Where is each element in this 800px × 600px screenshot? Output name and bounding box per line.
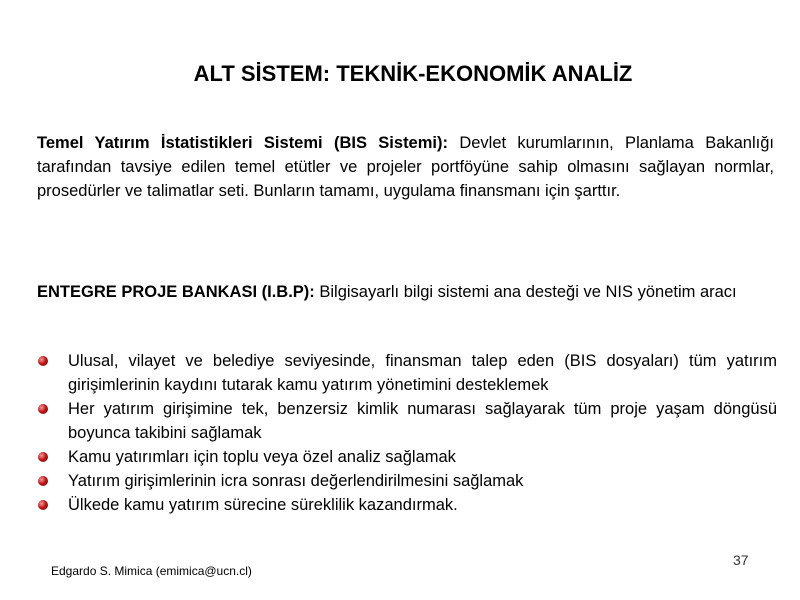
list-item-text: Ulusal, vilayet ve belediye seviyesinde, finansman talep eden (BIS dosyaları) tüm yatırım girişimlerinin kaydını tutarak kamu yatırım yönetimini desteklemek [68, 352, 777, 394]
list-item [37, 397, 777, 445]
list-item [37, 469, 777, 493]
list-item-text: Ülkede kamu yatırım sürecine süreklilik kazandırmak. [68, 496, 458, 514]
list-item-text: Her yatırım girişimine tek, benzersiz kimlik numarası sağlayarak tüm proje yaşam döngüsü boyunca takibini sağlamak [68, 400, 777, 442]
page-number: 37 [733, 552, 749, 568]
red-bullet-icon [38, 356, 48, 366]
red-bullet-icon [38, 476, 48, 486]
ibp-heading: ENTEGRE PROJE BANKASI (I.B.P): [37, 283, 315, 301]
list-item-text: Yatırım girişimlerinin icra sonrası değerlendirilmesini sağlamak [68, 472, 524, 490]
bis-system-heading: Temel Yatırım İstatistikleri Sistemi (BIS Sistemi): [37, 134, 448, 152]
bis-system-text: Devlet kurumlarının, Planlama Bakanlığı tarafından tavsiye edilen temel etütler ve projeler portföyüne sahip olmasını sağlayan normlar, prosedürler ve talimatlar seti. Bunların tamamı, uygulama finansmanı için şarttır. [37, 134, 774, 200]
slide-title: ALT SİSTEM: TEKNİK-EKONOMİK ANALİZ [193, 61, 633, 86]
list-item [37, 445, 777, 469]
list-item [37, 349, 777, 397]
list-item [37, 493, 777, 517]
list-item-text: Kamu yatırımları için toplu veya özel analiz sağlamak [68, 448, 456, 466]
ibp-paragraph [37, 280, 774, 304]
ibp-text: Bilgisayarlı bilgi sistemi ana desteği ve NIS yönetim aracı [314, 283, 737, 301]
red-bullet-icon [38, 452, 48, 462]
red-bullet-icon [38, 404, 48, 414]
bis-system-paragraph [37, 131, 774, 203]
footer-author: Edgardo S. Mimica (emimica@ucn.cl) [51, 564, 252, 578]
red-bullet-icon [38, 500, 48, 510]
bullet-list [37, 349, 777, 517]
